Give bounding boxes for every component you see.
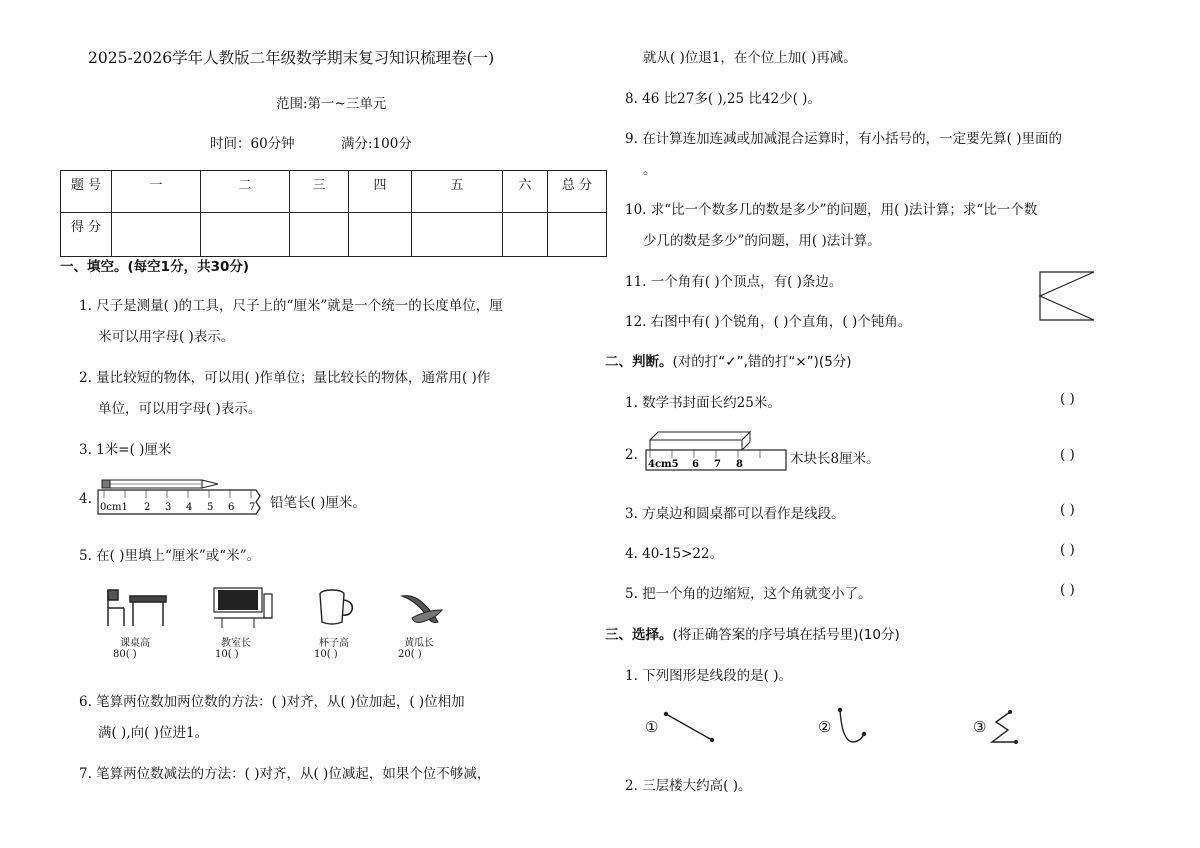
ruler-label: 2 (144, 502, 151, 513)
question-1-line1: 1. 尺子是测量( )的工具，尺子上的“厘米”就是一个统一的长度单位，厘 (79, 298, 503, 314)
zigzag-figure (988, 708, 1022, 748)
pencil-icon (102, 480, 218, 488)
score-table-score-row (61, 213, 607, 257)
judge-answer-paren[interactable]: ( ) (1060, 582, 1075, 598)
choice-question-1: 1. 下列图形是线段的是( )。 (625, 668, 792, 684)
judge-answer-paren[interactable]: ( ) (1060, 502, 1075, 518)
curve-figure (834, 706, 870, 746)
q5-answer[interactable]: 10( ) (314, 649, 338, 660)
judge-item-3: 3. 方桌边和圆桌都可以看作是线段。 (625, 506, 845, 522)
section2-heading (605, 350, 852, 370)
score-cell[interactable] (503, 213, 548, 257)
q5-answer[interactable]: 20( ) (398, 649, 422, 660)
pencil-ruler-illustration (94, 470, 270, 518)
section2-title: 二、判断。 (605, 354, 673, 370)
ruler-label: 6 (228, 502, 235, 513)
desk-chair-icon (100, 586, 170, 630)
question-1-line2: 米可以用字母( )表示。 (98, 329, 235, 345)
judge-answer-paren[interactable]: ( ) (1060, 391, 1075, 407)
score-table-header-cell: 四 (349, 171, 412, 213)
wood-block-icon (650, 432, 750, 450)
cucumber-icon (398, 588, 446, 628)
question-8: 8. 46 比27多( ),25 比42少( )。 (625, 91, 821, 107)
section1-title: 一、填空。 (60, 259, 128, 275)
question-4-text: 铅笔长( )厘米。 (270, 495, 366, 511)
question-9-line1: 9. 在计算连加连减或加减混合运算时，有小括号的，一定要先算( )里面的 (625, 131, 1062, 147)
line-segment-figure (662, 710, 718, 744)
question-4-number: 4. (79, 491, 92, 507)
q5-answer[interactable]: 80( ) (113, 649, 137, 660)
section3-note: (将正确答案的序号填在括号里)(10分) (672, 627, 900, 643)
score-cell[interactable] (412, 213, 503, 257)
question-7-line2: 就从( )位退1，在个位上加( )再减。 (643, 50, 857, 66)
question-6-line1: 6. 笔算两位数加两位数的方法：( )对齐，从( )位加起，( )位相加 (79, 694, 465, 710)
classroom-blackboard-icon (210, 584, 276, 630)
score-table-row-label: 得 分 (61, 213, 112, 257)
ruler-label: 7 (249, 502, 256, 513)
section2-note: (对的打“✓”,错的打“×”)(5分) (672, 354, 852, 370)
section1-note: (每空1分，共30分) (127, 259, 250, 275)
question-2-line2: 单位，可以用字母( )表示。 (98, 401, 262, 417)
score-table-header-cell: 总 分 (548, 171, 607, 213)
judge-item-1: 1. 数学书封面长约25米。 (625, 395, 781, 411)
q5-caption: 黄瓜长 (404, 638, 434, 649)
ruler-label: 0cm1 (100, 502, 128, 513)
section3-heading (605, 623, 900, 643)
question-10-line1: 10. 求“比一个数多几的数是多少”的问题，用( )法计算；求“比一个数 (625, 202, 1038, 218)
ruler-label: 4cm5 (648, 459, 679, 470)
question-12: 12. 右图中有( )个锐角，( )个直角，( )个钝角。 (625, 314, 912, 330)
score-cell[interactable] (290, 213, 349, 257)
question-9-line2: 。 (643, 162, 657, 178)
score-cell[interactable] (548, 213, 607, 257)
page-title: 2025-2026学年人教版二年级数学期末复习知识梳理卷(一) (88, 49, 495, 67)
question-6-line2: 满( ),向( )位进1。 (98, 725, 209, 741)
question-11: 11. 一个角有( )个顶点，有( )条边。 (625, 274, 843, 290)
angle-figure (1038, 270, 1096, 322)
judge-item-2-number: 2. (625, 447, 638, 463)
score-cell[interactable] (112, 213, 201, 257)
score-cell[interactable] (349, 213, 412, 257)
exam-time: 时间：60分钟 (210, 136, 295, 152)
option-label[interactable]: ① (645, 718, 659, 736)
score-table-header-row (61, 171, 607, 213)
score-cell[interactable] (201, 213, 290, 257)
score-table-header-cell: 五 (412, 171, 503, 213)
score-table-header-cell: 题 号 (61, 171, 112, 213)
ruler-label: 5 (207, 502, 214, 513)
option-label[interactable]: ③ (973, 718, 987, 736)
question-5: 5. 在( )里填上“厘米”或“米”。 (79, 548, 261, 564)
judge-answer-paren[interactable]: ( ) (1060, 447, 1075, 463)
question-3: 3. 1米=( )厘米 (79, 442, 172, 458)
q5-answer[interactable]: 10( ) (215, 649, 239, 660)
cup-icon (314, 588, 358, 628)
score-table-header-cell: 六 (503, 171, 548, 213)
ruler-label: 3 (165, 502, 172, 513)
q5-caption: 教室长 (221, 638, 251, 649)
judge-answer-paren[interactable]: ( ) (1060, 542, 1075, 558)
section3-title: 三、选择。 (605, 627, 673, 643)
q5-caption: 课桌高 (120, 638, 150, 649)
score-table (60, 170, 607, 257)
wood-block-ruler-illustration (644, 428, 790, 474)
q5-caption: 杯子高 (319, 638, 349, 649)
ruler-label: 8 (736, 459, 743, 470)
score-table-header-cell: 一 (112, 171, 201, 213)
question-7-line1: 7. 笔算两位数减法的方法：( )对齐，从( )位减起，如果个位不够减， (79, 766, 491, 782)
question-10-line2: 少几的数是多少”的问题，用( )法计算。 (643, 233, 881, 249)
ruler-label: 4 (186, 502, 193, 513)
judge-item-2: 木块长8厘米。 (790, 451, 880, 467)
exam-range: 范围:第一~三单元 (276, 96, 387, 112)
score-table-header-cell: 二 (201, 171, 290, 213)
option-label[interactable]: ② (818, 718, 832, 736)
ruler-label: 6 (692, 459, 699, 470)
section1-heading (60, 255, 249, 275)
judge-item-5: 5. 把一个角的边缩短，这个角就变小了。 (625, 586, 872, 602)
choice-question-2: 2. 三层楼大约高( )。 (625, 778, 752, 794)
score-table-header-cell: 三 (290, 171, 349, 213)
judge-item-4: 4. 40-15>22。 (625, 546, 724, 562)
question-2-line1: 2. 量比较短的物体，可以用( )作单位；量比较长的物体，通常用( )作 (79, 370, 491, 386)
exam-full-score: 满分:100分 (341, 136, 412, 152)
ruler-label: 7 (714, 459, 721, 470)
